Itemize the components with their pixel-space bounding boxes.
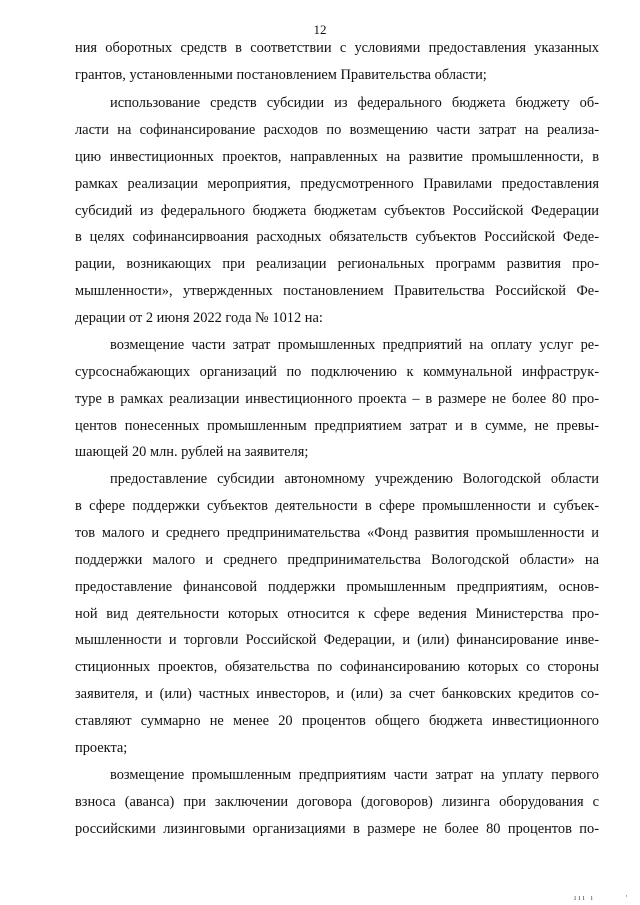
- text-line: тов малого и среднего предпринимательства «Фонд развития промышленности и: [75, 525, 599, 541]
- text-line: центов понесенных промышленным предприятием затрат и в сумме, не превы-: [75, 418, 599, 434]
- text-line: использование средств субсидии из федерального бюджета бюджету об-: [110, 95, 599, 111]
- text-line: заявителя, и (или) частных инвесторов, и (или) за счет банковских кредитов со-: [75, 686, 599, 702]
- text-line: шающей 20 млн. рублей на заявителя;: [75, 444, 309, 460]
- text-line: мышленности», утвержденных постановлением Правительства Российской Фе-: [75, 283, 599, 299]
- text-line: ласти на софинансирование расходов по возмещению части затрат на реализа-: [75, 122, 599, 138]
- text-line: в сфере поддержки субъектов деятельности в сфере промышленности и субъек-: [75, 498, 599, 514]
- text-line: ния оборотных средств в соответствии с условиями предоставления указанных: [75, 40, 599, 56]
- text-line: предоставление финансовой поддержки промышленным предприятиям, основ-: [75, 579, 599, 595]
- text-line: поддержки малого и среднего предпринимательства Вологодской области» на: [75, 552, 599, 568]
- text-line: дерации от 2 июня 2022 года № 1012 на:: [75, 310, 323, 326]
- text-line: мышленности и торговли Российской Федерации, и (или) финансирование инве-: [75, 632, 599, 648]
- scan-dot: ·: [625, 891, 628, 901]
- text-line: субсидий из федерального бюджета бюджетам субъектов Российской Федерации: [75, 203, 599, 219]
- text-line: стиционных проектов, обязательства по софинансированию которых со стороны: [75, 659, 599, 675]
- text-line: в целях софинансирвоания расходных обязательств субъектов Российской Феде-: [75, 229, 599, 245]
- text-line: сурсоснабжающих организаций по подключению к коммунальной инфраструк-: [75, 364, 599, 380]
- text-line: российскими лизинговыми организациями в размере не более 80 процентов по-: [75, 821, 599, 837]
- text-line: грантов, установленными постановлением Правительства области;: [75, 67, 487, 83]
- text-line: ной вид деятельности которых относится к сфере ведения Министерства про-: [75, 606, 599, 622]
- page-number: 12: [313, 22, 327, 37]
- text-line: предоставление субсидии автономному учреждению Вологодской области: [110, 471, 599, 487]
- text-line: рамках реализации мероприятия, предусмотренного Правилами предоставления: [75, 176, 599, 192]
- text-line: ставляют суммарно не менее 20 процентов общего бюджета инвестиционного: [75, 713, 599, 729]
- text-line: возмещение промышленным предприятиям части затрат на уплату первого: [110, 767, 599, 783]
- text-line: туре в рамках реализации инвестиционного проекта – в размере не более 80 про-: [75, 391, 599, 407]
- text-line: проекта;: [75, 740, 128, 756]
- scan-mark: ııı ı: [574, 893, 595, 902]
- text-line: цию инвестиционных проектов, направленных на развитие промышленности, в: [75, 149, 599, 165]
- text-line: взноса (аванса) при заключении договора (договоров) лизинга оборудования с: [75, 794, 599, 810]
- text-line: рации, возникающих при реализации региональных программ развития про-: [75, 256, 599, 272]
- text-line: возмещение части затрат промышленных предприятий на оплату услуг ре-: [110, 337, 599, 353]
